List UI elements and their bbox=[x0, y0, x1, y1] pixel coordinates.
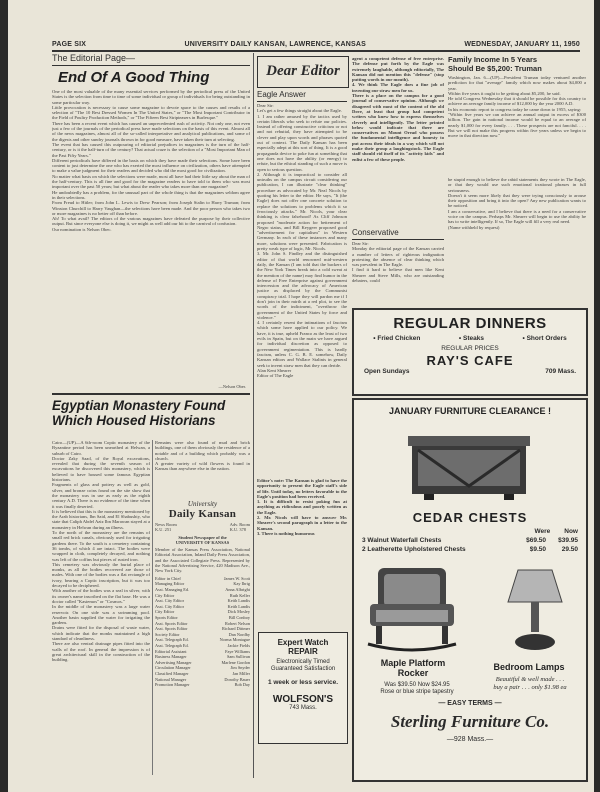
dinners-items bbox=[354, 335, 586, 342]
staff-name: Richard Dittmer bbox=[221, 626, 250, 632]
chest-now: 29.50 bbox=[561, 546, 578, 553]
staff-role: Asst. City Editor bbox=[155, 598, 185, 604]
editorial-body: One of the most valuable of the many essential services performed by the periodical press of the United States is the selection from time to time of some individual or group of individuals for being outstanding in some particular way. Little provocation is necessary to cause some magazine to devote space to the causes and results of a selection of "The 10 Best Dressed Women In The United States," or "The Most Important Contributor in the Field of Poultry Production Methods," or "The Fifteen Best Stripteasers in Burlesque." There has been a recent event which has caused an unprecedented rush of activity. Not only one, not even just a few of the journals of the periodical press have made selections on the basis of this event. Almost all of the news magazines, almost all of the so-called interpretative and analytical publications, and some of the digests and other sundry journals thrown in for good measure, have taken their turn at selecting. The event that has caused this outpouring of editorial prejudices in magazines is the turn of the half-century, or is it the half-turn of the century? That actual craze is the selection of a "Most Important Man of the Past Fifty Years." Different periodicals have differed in the basis on which they have made their selections. Some have been content to just determine the one who has exerted the most influence on civilization, others have attempted to make a value judgment for their readers and decided who did the most good for civilization. No matter what basis on which the selections were made, most all have had their little say about the man of the half-century. This is all fine and good for the magazine readers to have told to them who was most important over the past 50 years; but what about the reader who takes more than one magazine? He undoubtedly has a problem, for the unusual part of the whole thing is that the magazines seldom agree in their selections. From Freud to Hitler; from John L. Lewis to Drew Pearson; from Joseph Stalin to Harry Truman; from Winston Churchill to Harry Vaughan—the selections have been made. And the poor person who takes two or more magazines is no better off than before. Ah! To what avail? The editors of the various magazines have defeated the purpose by their collective output. But since everyone else is doing it, we might as well add our bit to the carnival of confusion. Our nomination is Nelson Obec. bbox=[52, 89, 250, 232]
maple-rocker-illustration bbox=[364, 564, 460, 656]
staff-role: National Manager bbox=[155, 676, 187, 682]
staff-name: Ruth Keller bbox=[229, 592, 250, 598]
staff-name: Marlene Gordon bbox=[221, 659, 250, 665]
monastery-title: Egyptian Monastery Found Which Housed Historians bbox=[52, 398, 226, 428]
dinners-address: 709 Mass. bbox=[545, 368, 576, 375]
staff-role: Society Editor bbox=[155, 631, 180, 637]
staff-name: Faye Williams bbox=[225, 648, 250, 654]
furniture-ad bbox=[352, 398, 588, 782]
furniture-banner: JANUARY FURNITURE CLEARANCE ! bbox=[388, 406, 551, 416]
staff-name: Robert Nelson bbox=[225, 620, 250, 626]
issue-date: WEDNESDAY, JANUARY 11, 1950 bbox=[464, 40, 580, 48]
kansan-title-main: Daily Kansan bbox=[168, 508, 237, 520]
staff-row bbox=[155, 682, 250, 688]
dinners-ad-title: REGULAR DINNERS bbox=[393, 315, 547, 332]
staff-role: Asst. Managing Ed. bbox=[155, 587, 190, 593]
kansan-title-top: University bbox=[187, 500, 218, 508]
staff-name: Anna Albright bbox=[225, 587, 250, 593]
eagle-body: Dear Sir: Let's get a few things straight about the Eagle. 1. I am rather amused by the tactics used by certain liberals who seek to refute our policies. Instead of offering constructive criticism or not and not rebuttal, they have attempted to be clever and play upon words and phrases quoted out of context. The Daily Kansan has been especially adept at this sort of thing. It is a good propaganda device to poke fun at something that one does not have the ability (or energy) to refute, but the ethical standing of such a move is open to serious question. 2. Although it is impractical to consider all untruths on the campus circuit considering our publication, I can illustrate "clear thinking" procedure as advocated by Mr. Neal Nicols by quoting his letter to the editor. He says, "It (the Eagle) does not offer one concrete solution to replace the solutions to problems which it so ferociously attacks." Mr. Nicols, your clear thinking is clear falsehood! As Cliff Johnson proposed "moderate action for betterment of Negro status, and Bill Keygeer proposed good "advertisement for capitalism" in Western Germany. In each of these instances and many more, solutions were presented. Fabrication is pretty weak type of logic, Mr. Nicols. 3. Mr. John S. Findley and the distinguished editor of that world renowned mid-western daily, the Kansan (I am told that the backers of the New York Times break into a cold sweat at the mention of the name) may find humor in the defense of Free Enterprise against government intercession and the advocacy of American justice as displaced by the Communist conspiracy trial. I hope they will pardon me if I don't join in their mirth at a red plot, to see the words of the indictment, "overthrow the government of the United States by force and violence." 4. I certainly resent the intimations of fascism which some have applied to our policy. We have, it is true, upheld Franco as the least of two evils in Spain, but on the main we have argued for individual discretion as opposed to government regimentation. This is hardly fascism, unless C. G. B. E. somehow, Daily Kansan editors and Wallace Stalinis in general seek to invent straw men that they can deride. Alan Kent Shearer Editor of The Eagle bbox=[257, 103, 347, 379]
dinners-item-steaks: • Steaks bbox=[458, 335, 484, 342]
staff-name: Dick Mosley bbox=[227, 609, 250, 615]
staff-role: Promotion Manager bbox=[155, 682, 190, 688]
chest-now: $39.95 bbox=[558, 537, 578, 544]
staff-role: Asst. City Editor bbox=[155, 603, 185, 609]
chest-name: 3 Walnut Waterfall Chests bbox=[362, 537, 442, 544]
dinners-cafe-name: RAY'S CAFE bbox=[426, 353, 514, 368]
page-number: PAGE SIX bbox=[52, 40, 87, 48]
chest-was: $69.50 bbox=[526, 537, 546, 544]
staff-role: City Editor bbox=[155, 609, 175, 615]
staff-role: Editorial Assistant bbox=[155, 648, 187, 654]
were-label: Were bbox=[534, 528, 551, 535]
watch-ad-store: WOLFSON'S bbox=[272, 694, 334, 705]
letter-continued: be stupid enough to believe the rabid statements they wrote in The Eagle, or that they would use such emotional irrational phrases in full seriousness. Doesn't it seem more likely that they were trying consciously to arouse their opposition and bring it into the open? Any new publication wants to be noticed. I am a conservative, and I believe that there is a need for a conservative voice on the campus. Perhaps Mr. Shearer will begin to use the ability he has to write intelligently. If so, The Eagle will fill a very real need. (Name withheld by request) bbox=[448, 177, 586, 230]
chest-was: $9.50 bbox=[529, 546, 546, 553]
conservative-letter bbox=[352, 228, 444, 304]
staff-list bbox=[155, 576, 250, 688]
bedroom-lamps-text: Beautiful & well made . . . buy a pair . . . only $1.98 ea bbox=[493, 676, 567, 691]
staff-name: Keith Landis bbox=[227, 598, 250, 604]
platform-rocker-price: Was $39.50 Now $24.95 Rose or blue stripe tapestry bbox=[380, 682, 454, 695]
dinners-prices: REGULAR PRICES bbox=[441, 345, 499, 352]
staff-role: Asst. Telegraph Ed. bbox=[155, 642, 189, 648]
eagle-title: Eagle Answer bbox=[257, 90, 306, 99]
news-room: News Room K.U. 251 bbox=[155, 522, 177, 533]
masthead bbox=[52, 38, 580, 50]
chest-row bbox=[362, 536, 578, 545]
bedroom-lamp-illustration bbox=[500, 562, 570, 656]
now-label: Now bbox=[564, 528, 578, 535]
staff-role: Asst. Sports Editor bbox=[155, 626, 188, 632]
column-divider bbox=[152, 440, 153, 775]
conservative-rule bbox=[352, 239, 444, 240]
page-column-rule bbox=[253, 53, 254, 778]
dear-editor-box bbox=[257, 56, 349, 88]
furniture-store-name: Sterling Furniture Co. bbox=[390, 712, 550, 731]
editorial-section-label: The Editorial Page— bbox=[52, 53, 136, 63]
staff-role: Editor in Chief bbox=[155, 575, 181, 581]
staff-name: Bill Conboy bbox=[228, 615, 250, 620]
monastery-body-right: Remains were also found of mud and brick buildings, one of them obviously the residence of a notable and of a building which probably was a church. A greater variety of wild flowers is found in Kansas than anywhere else in the nation. bbox=[155, 440, 250, 472]
kansan-subtitle: Student Newspaper of the UNIVERSITY OF KANSAS bbox=[175, 535, 230, 546]
kansan-staff-box bbox=[155, 500, 250, 775]
editorial-title: End Of A Good Thing bbox=[58, 69, 210, 86]
staff-name: Jan Miller bbox=[232, 670, 250, 676]
staff-name: Dan Nordby bbox=[228, 631, 250, 637]
watch-ad-service: 1 week or less service. bbox=[267, 679, 339, 686]
dinners-item-chicken: • Fried Chicken bbox=[373, 335, 421, 342]
staff-name: James W. Scott bbox=[223, 575, 250, 581]
staff-name: Kay Ihrig bbox=[233, 581, 250, 587]
eagle-rule bbox=[257, 101, 347, 102]
staff-role: Asst. Sports Editor bbox=[155, 620, 188, 626]
editors-note: Editor's note: The Kansan is glad to have the opportunity to present the Eagle staff's side of life. Until today, no letters favorable to the Eagle's position had been received. 1. It is difficult to resist poking fun at anything as ridiculous and poorly written as the Eagle. 2. Mr. Nicols will have to answer Mr. Shearer's second paragraph in a letter to the Kansan. 3. There is nothing humorous bbox=[257, 478, 347, 536]
monastery-headline-block bbox=[52, 398, 250, 438]
conservative-title: Conservative bbox=[352, 228, 399, 237]
newspaper-page bbox=[8, 0, 594, 792]
staff-name: Bob Day bbox=[234, 682, 250, 688]
ads-room: Adv. Room K.U. 378 bbox=[229, 522, 250, 533]
editorial-section bbox=[52, 53, 250, 393]
family-income-article bbox=[448, 56, 586, 306]
dinners-item-orders: • Short Orders bbox=[522, 335, 567, 342]
masthead-rule bbox=[52, 50, 580, 52]
eagle-letter bbox=[257, 90, 347, 630]
staff-name: Sam Sullivan bbox=[226, 654, 250, 660]
watch-ad-address: 743 Mass. bbox=[289, 705, 317, 711]
editorial-bottom-rule bbox=[52, 393, 250, 395]
staff-role: Circulation Manager bbox=[155, 665, 191, 671]
watch-ad-title: Expert Watch REPAIR bbox=[277, 638, 329, 656]
kansan-membership: Member of the Kansas Press Association, National Editorial Association, Inland Daily Press Association, and the Associated Collegiate Press. Represented by the National Advertising Service, 420 Madison Ave., New York City. bbox=[155, 547, 250, 573]
staff-role: Managing Editor bbox=[155, 581, 185, 587]
staff-name: Jim Snyder bbox=[230, 665, 250, 671]
family-income-title: Family Income In 5 Years Should Be $5,200: Truman bbox=[448, 56, 542, 73]
staff-role: City Editor bbox=[155, 592, 175, 598]
bedroom-lamps-title: Bedroom Lamps bbox=[493, 662, 565, 672]
staff-name: Norma Montague bbox=[219, 637, 250, 643]
staff-name: Jackie Fields bbox=[227, 642, 250, 648]
conservative-body: Dear Sir: Monday the editorial page of the Kansan carried a number of letters of righteous indignation protesting the absence of clear thinking which was prevalent in The Eagle. I find it hard to believe that men like Kent Shearer and Steve Mills, who are outstanding debaters, could bbox=[352, 241, 444, 284]
dinners-hours: Open Sundays bbox=[364, 368, 410, 375]
monastery-body-left: Cairo—(UP)—A 6th-room Coptic monastery of the Byzantine period has been unearthed at Helwan, a suburb of Cairo. Doctor Zaky Saad, of the Royal excavations, revealed that during the seventh season of excavations he discovered this monastery, which is believed to have housed some famous Egyptian historians. Fragments of glass and pottery as well as gold, silver, and bronze coins found on the site show that the monastery was in use as early as the eighth century A.D. There is no evidence of the time when it was finally deserted. It is believed that this is the monastery mentioned by the Arab historians, Ibn Said, and El Shabushty, who state that Caliph Abdel Aziz Ibn Marawan stayed at a monastery in Helwan during an illness. To the north of the monastery are the remains of small red brick canals, obviously used for irrigating gardens there. To the south is a cemetery containing 36 tombs, of which 4 are intact. The bodies were wrapped in cloth, completely decayed, and nothing was left of the coffins but pieces of rusted iron. This cemetery was obviously the burial place of monks, as all the bodies recovered are those of males. With one of the bodies was a flat rectangle of ivory, bearing a Coptic inscription, but it was too decayed to be deciphered. With another of the bodies was a seal in silver, with its owner's name inscribed on the flat base. He was a doctor called "Kasiemos" or "Cosmos." In the middle of the monastery was a large water reservoir. On one side was a swimming pool. Another basin supplied the water for irrigating the gardens. Drains were fitted for the disposal of waste water, which indicate that the monks maintained a high standard of cleanliness. There are also ventral drainage pipes fitted into the walls of the roof. In general the impression is of great architectural skill in the construction of the building. bbox=[52, 440, 150, 663]
editorial-signature: —Nelson Ober. bbox=[218, 384, 246, 389]
paper-name: UNIVERSITY DAILY KANSAN, LAWRENCE, KANSAS bbox=[184, 40, 367, 48]
staff-role: Advertising Manager bbox=[155, 659, 192, 665]
platform-rocker-title: Maple Platform Rocker bbox=[380, 658, 446, 678]
staff-role: Classified Manager bbox=[155, 670, 189, 676]
staff-role: Business Manager bbox=[155, 654, 187, 660]
staff-name: Keith Landis bbox=[227, 603, 250, 609]
chest-name: 2 Leatherette Upholstered Chests bbox=[362, 546, 466, 553]
staff-role: Asst. Telegraph Ed. bbox=[155, 637, 189, 643]
watch-repair-ad bbox=[258, 632, 348, 744]
staff-role: Sports Editor bbox=[155, 615, 178, 620]
editors-note-continued: agent a competent defense of free enterprise. The defense put forth by the Eagle was extremely laughable, although editorially, The Kansan did not mention this "defense" (stop putting words in our mouth). 4. We think The Eagle does a fine job of inventing our straw men for us. There is a place on the campus for a good journal of conservative opinion. Although we disagreed with most of the content of the old Dove, at least that group had competent writers who knew how to express themselves cleverly and intelligently. The letter printed below would indicate that there are conservatives on Mount Oread who possess the fundamental intelligence and honesty to put across their ideals in a way which will not make their group a laughingstock. The Eagle staff should rid itself of its "activity kids" and enlist a few of these people. bbox=[352, 56, 444, 162]
cedar-chest-illustration bbox=[404, 424, 534, 502]
easy-terms: — EASY TERMS — bbox=[438, 700, 502, 707]
dear-editor-title: Dear Editor bbox=[266, 63, 340, 79]
cedar-chests-title: CEDAR CHESTS bbox=[412, 510, 528, 525]
staff-name: Dorothy Bauer bbox=[224, 676, 250, 682]
furniture-address: —928 Mass.— bbox=[446, 736, 494, 743]
family-income-body: Washington, Jan. 6—(UP)—President Truman today ventured another prediction for that "average" family which now makes about $4,000 a year. Within five years it ought to be getting about $5,200, he said. He told Congress Wednesday that it should be possible for this country to achieve an average family income of $12,000 by the year 2000 A.D. In his economic report to congress today he came down to 1955, saying: "Within five years we can achieve an annual output in excess of $300 billion. The gain in national income would be equal to an average of nearly $1,000 for every family. . . . These prospects are not fanciful. . . . But we will not make this progress within five years unless we begin to move in that direction now." bbox=[448, 75, 586, 139]
regular-dinners-ad bbox=[352, 308, 588, 396]
chest-row bbox=[362, 545, 578, 554]
watch-ad-line2: Electronically Timed Guaranteed Satisfaction bbox=[270, 659, 336, 672]
chest-price-rows bbox=[362, 536, 578, 554]
section-rule bbox=[52, 65, 250, 66]
